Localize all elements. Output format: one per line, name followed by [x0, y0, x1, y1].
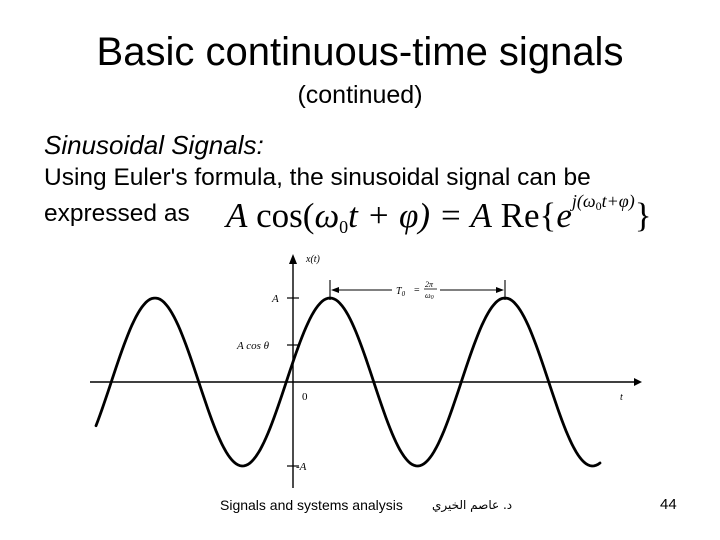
formula-exponent-rest: t+φ) [601, 191, 635, 211]
amplitude-label: A [272, 293, 279, 305]
footer-course: Signals and systems analysis [220, 497, 403, 513]
x-axis-arrow [289, 254, 297, 264]
formula-lhs-amplitude: A [226, 196, 248, 235]
section-heading: Sinusoidal Signals: [44, 130, 264, 160]
formula-real-part: Re{ [500, 196, 557, 235]
slide-subtitle: (continued) [297, 81, 423, 109]
formula-cos: cos( [256, 196, 315, 235]
formula-omega: ω [314, 196, 340, 235]
negative-amplitude-label: -A [296, 461, 307, 473]
formula-rhs-amplitude: A [470, 196, 492, 235]
footer-author: د. عاصم الخيري [432, 498, 513, 512]
x-axis-label: t [620, 392, 623, 403]
body-text-line-2: expressed as [44, 200, 190, 227]
formula-exponent-subscript: 0 [595, 199, 602, 213]
footer-page-number: 44 [660, 496, 677, 513]
formula-exponent-j-omega: j(ω [571, 191, 596, 211]
body-text-line-1: Using Euler's formula, the sinusoidal signal can be [44, 164, 591, 191]
y-axis-label: x(t) [306, 254, 320, 265]
period-arrowhead-right [496, 287, 504, 293]
a-cos-theta-label: A cos θ [237, 340, 270, 352]
formula-exponential-base: e [556, 196, 572, 235]
t-axis-arrow [634, 378, 642, 386]
period-equals: = [414, 285, 420, 296]
period-numerator: 2π [425, 280, 434, 289]
period-arrowhead-left [331, 287, 339, 293]
formula-close-brace: } [634, 196, 652, 235]
formula-omega-subscript: 0 [339, 217, 349, 237]
period-symbol: $T_0$ [396, 286, 406, 298]
origin-label: 0 [302, 391, 308, 403]
period-denominator: ω0 [425, 291, 434, 301]
slide-title: Basic continuous-time signals [96, 30, 624, 74]
formula-t-phi: t + φ) = [348, 196, 471, 235]
